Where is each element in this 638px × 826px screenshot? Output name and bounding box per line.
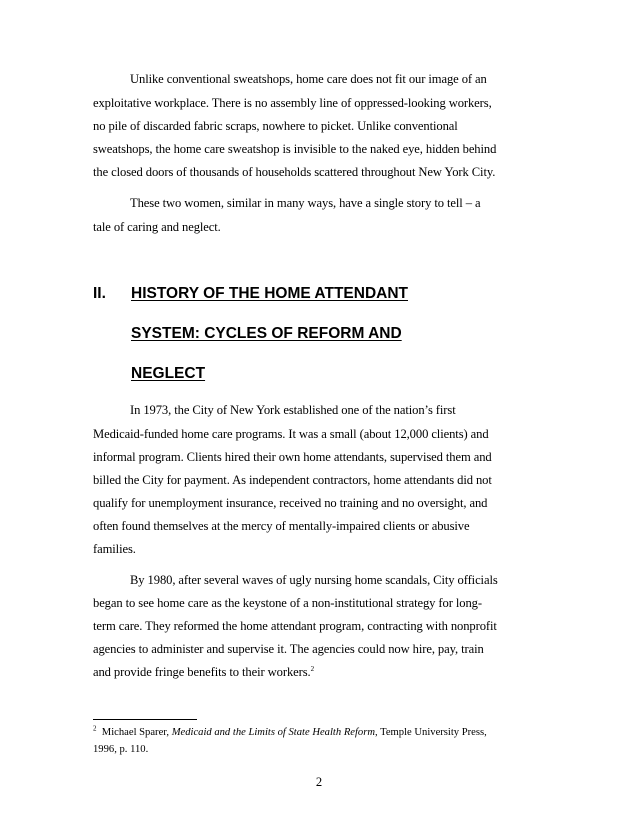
text-line: These two women, similar in many ways, have a single story to tell – a [130,196,481,210]
section-number: II. [93,285,106,302]
text-line: began to see home care as the keystone of a non-institutional strategy for long- [93,596,482,610]
text-line: exploitative workplace. There is no assembly line of oppressed-looking workers, [93,96,492,110]
text-line: term care. They reformed the home attendant program, contracting with nonprofit [93,619,497,633]
text-line: families. [93,542,136,556]
footnote-marker: 2 [93,724,97,733]
footnote-reference[interactable]: 2 [310,664,314,673]
page-number: 2 [315,775,323,789]
text-line: informal program. Clients hired their own home attendants, supervised them and [93,450,492,464]
footnote-separator [93,719,197,720]
text-line: the closed doors of thousands of households scattered throughout New York City. [93,165,496,179]
section-title-line: HISTORY OF THE HOME ATTENDANT [131,285,408,302]
text-line: qualify for unemployment insurance, received no training and no oversight, and [93,496,488,510]
text-line: often found themselves at the mercy of mentally-impaired clients or abusive [93,519,470,533]
section-title-line: SYSTEM: CYCLES OF REFORM AND [131,325,402,342]
text-line: Unlike conventional sweatshops, home care does not fit our image of an [130,72,487,86]
section-title-line: NEGLECT [131,365,206,382]
text-line: billed the City for payment. As independent contractors, home attendants did not [93,473,492,487]
footnote-line: 1996, p. 110. [93,744,149,755]
text-line: By 1980, after several waves of ugly nursing home scandals, City officials [130,573,498,587]
text-span: and provide fringe benefits to their workers. [93,665,311,679]
footnote-title: Medicaid and the Limits of State Health Reform [171,727,376,738]
text-line: no pile of discarded fabric scraps, nowhere to picket. Unlike conventional [93,119,458,133]
text-line: Medicaid-funded home care programs. It was a small (about 12,000 clients) and [93,427,489,441]
text-line [93,665,314,680]
text-line: In 1973, the City of New York established one of the nation’s first [130,403,456,417]
footnote-line [93,724,487,738]
text-line: tale of caring and neglect. [93,220,221,234]
footnote-publisher: , Temple University Press, [375,727,487,738]
footnote-author: Michael Sparer, [101,727,172,738]
text-line: sweatshops, the home care sweatshop is invisible to the naked eye, hidden behind [93,142,497,156]
text-line: agencies to administer and supervise it. The agencies could now hire, pay, train [93,642,484,656]
